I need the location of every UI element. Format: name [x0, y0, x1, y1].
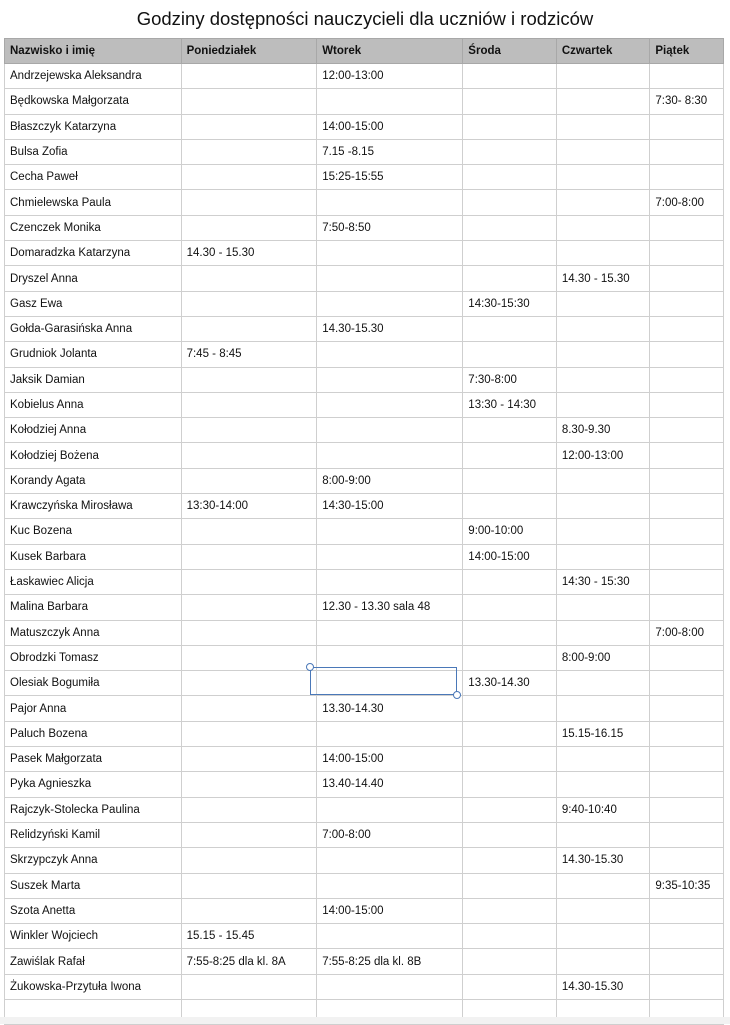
- bottom-scroll-area: [0, 1017, 730, 1024]
- table-row: [5, 241, 724, 266]
- cell-tuesday[interactable]: [317, 873, 463, 898]
- cell-friday[interactable]: [650, 291, 724, 316]
- cell-tuesday[interactable]: [317, 544, 463, 569]
- cell-monday[interactable]: [181, 367, 317, 392]
- cell-wednesday[interactable]: [463, 241, 557, 266]
- cell-monday[interactable]: [181, 822, 317, 847]
- cell-name[interactable]: Suszek Marta: [5, 873, 182, 898]
- table-row: [5, 797, 724, 822]
- cell-tuesday[interactable]: 12.30 - 13.30 sala 48: [317, 595, 463, 620]
- cell-friday[interactable]: [650, 569, 724, 594]
- cell-thursday[interactable]: [556, 696, 650, 721]
- cell-wednesday[interactable]: [463, 924, 557, 949]
- table-row: [5, 468, 724, 493]
- table-row: [5, 620, 724, 645]
- cell-friday[interactable]: [650, 974, 724, 999]
- cell-thursday[interactable]: [556, 241, 650, 266]
- cell-friday[interactable]: [650, 671, 724, 696]
- cell-tuesday[interactable]: [317, 569, 463, 594]
- table-row: [5, 924, 724, 949]
- cell-wednesday[interactable]: 14:00-15:00: [463, 544, 557, 569]
- cell-monday[interactable]: [181, 165, 317, 190]
- cell-tuesday[interactable]: [317, 392, 463, 417]
- cell-thursday[interactable]: [556, 392, 650, 417]
- cell-tuesday[interactable]: [317, 443, 463, 468]
- table-row: [5, 316, 724, 341]
- cell-wednesday[interactable]: [463, 494, 557, 519]
- cell-name[interactable]: Kuc Bozena: [5, 519, 182, 544]
- cell-selection-box[interactable]: [310, 667, 457, 695]
- cell-name[interactable]: Olesiak Bogumiła: [5, 671, 182, 696]
- table-row: [5, 418, 724, 443]
- cell-tuesday[interactable]: 14:00-15:00: [317, 747, 463, 772]
- cell-friday[interactable]: 9:35-10:35: [650, 873, 724, 898]
- cell-tuesday[interactable]: [317, 367, 463, 392]
- cell-monday[interactable]: [181, 418, 317, 443]
- cell-wednesday[interactable]: [463, 418, 557, 443]
- cell-name[interactable]: Pasek Małgorzata: [5, 747, 182, 772]
- cell-thursday[interactable]: [556, 949, 650, 974]
- cell-wednesday[interactable]: [463, 974, 557, 999]
- cell-tuesday[interactable]: 7:00-8:00: [317, 822, 463, 847]
- header-monday[interactable]: Poniedziałek: [181, 39, 317, 64]
- cell-monday[interactable]: [181, 468, 317, 493]
- cell-monday[interactable]: [181, 291, 317, 316]
- cell-monday[interactable]: [181, 519, 317, 544]
- cell-monday[interactable]: [181, 645, 317, 670]
- cell-monday[interactable]: [181, 974, 317, 999]
- cell-thursday[interactable]: 8:00-9:00: [556, 645, 650, 670]
- table-row: [5, 772, 724, 797]
- header-row: [5, 39, 724, 64]
- cell-thursday[interactable]: [556, 367, 650, 392]
- table-row: [5, 974, 724, 999]
- cell-name[interactable]: Błaszczyk Katarzyna: [5, 114, 182, 139]
- cell-monday[interactable]: 15.15 - 15.45: [181, 924, 317, 949]
- cell-tuesday[interactable]: 14.30-15.30: [317, 316, 463, 341]
- cell-wednesday[interactable]: [463, 266, 557, 291]
- cell-name[interactable]: Bulsa Zofia: [5, 139, 182, 164]
- cell-friday[interactable]: [650, 848, 724, 873]
- cell-tuesday[interactable]: 8:00-9:00: [317, 468, 463, 493]
- cell-monday[interactable]: 7:45 - 8:45: [181, 342, 317, 367]
- cell-wednesday[interactable]: [463, 949, 557, 974]
- table-row: [5, 165, 724, 190]
- cell-thursday[interactable]: [556, 342, 650, 367]
- cell-monday[interactable]: 14.30 - 15.30: [181, 241, 317, 266]
- cell-thursday[interactable]: 14.30 - 15.30: [556, 266, 650, 291]
- cell-name[interactable]: Cecha Paweł: [5, 165, 182, 190]
- cell-friday[interactable]: [650, 215, 724, 240]
- cell-wednesday[interactable]: [463, 139, 557, 164]
- header-name[interactable]: Nazwisko i imię: [5, 39, 182, 64]
- cell-tuesday[interactable]: 14:00-15:00: [317, 898, 463, 923]
- cell-tuesday[interactable]: 7:55-8:25 dla kl. 8B: [317, 949, 463, 974]
- cell-tuesday[interactable]: 7.15 -8.15: [317, 139, 463, 164]
- cell-thursday[interactable]: [556, 494, 650, 519]
- cell-wednesday[interactable]: [463, 316, 557, 341]
- cell-friday[interactable]: [650, 822, 724, 847]
- cell-name[interactable]: Pyka Agnieszka: [5, 772, 182, 797]
- cell-name[interactable]: Łaskawiec Alicja: [5, 569, 182, 594]
- cell-friday[interactable]: [650, 342, 724, 367]
- cell-thursday[interactable]: [556, 165, 650, 190]
- cell-friday[interactable]: [650, 949, 724, 974]
- table-row: [5, 367, 724, 392]
- cell-name[interactable]: Korandy Agata: [5, 468, 182, 493]
- cell-friday[interactable]: [650, 645, 724, 670]
- cell-name[interactable]: Andrzejewska Aleksandra: [5, 64, 182, 89]
- cell-monday[interactable]: [181, 569, 317, 594]
- table-row: [5, 266, 724, 291]
- cell-monday[interactable]: [181, 64, 317, 89]
- cell-monday[interactable]: [181, 266, 317, 291]
- cell-monday[interactable]: 7:55-8:25 dla kl. 8A: [181, 949, 317, 974]
- cell-monday[interactable]: 13:30-14:00: [181, 494, 317, 519]
- cell-monday[interactable]: [181, 721, 317, 746]
- table-row: [5, 519, 724, 544]
- cell-name[interactable]: Będkowska Małgorzata: [5, 89, 182, 114]
- cell-wednesday[interactable]: [463, 64, 557, 89]
- cell-wednesday[interactable]: [463, 747, 557, 772]
- cell-thursday[interactable]: [556, 291, 650, 316]
- cell-tuesday[interactable]: 13.30-14.30: [317, 696, 463, 721]
- cell-friday[interactable]: [650, 797, 724, 822]
- table-row: [5, 139, 724, 164]
- cell-name[interactable]: Chmielewska Paula: [5, 190, 182, 215]
- table-body: [5, 64, 724, 1025]
- table-row: [5, 544, 724, 569]
- cell-friday[interactable]: [650, 418, 724, 443]
- cell-name[interactable]: Kołodziej Anna: [5, 418, 182, 443]
- cell-monday[interactable]: [181, 544, 317, 569]
- cell-tuesday[interactable]: [317, 190, 463, 215]
- cell-thursday[interactable]: [556, 772, 650, 797]
- cell-tuesday[interactable]: 14:00-15:00: [317, 114, 463, 139]
- cell-monday[interactable]: [181, 215, 317, 240]
- cell-tuesday[interactable]: [317, 418, 463, 443]
- cell-thursday[interactable]: [556, 89, 650, 114]
- cell-monday[interactable]: [181, 620, 317, 645]
- cell-thursday[interactable]: [556, 898, 650, 923]
- cell-name[interactable]: Kobielus Anna: [5, 392, 182, 417]
- cell-wednesday[interactable]: [463, 696, 557, 721]
- cell-tuesday[interactable]: [317, 924, 463, 949]
- cell-thursday[interactable]: [556, 544, 650, 569]
- cell-thursday[interactable]: 15.15-16.15: [556, 721, 650, 746]
- cell-monday[interactable]: [181, 89, 317, 114]
- table-row: [5, 215, 724, 240]
- cell-wednesday[interactable]: [463, 797, 557, 822]
- cell-friday[interactable]: [650, 544, 724, 569]
- cell-thursday[interactable]: [556, 139, 650, 164]
- cell-monday[interactable]: [181, 873, 317, 898]
- cell-tuesday[interactable]: 7:50-8:50: [317, 215, 463, 240]
- cell-friday[interactable]: [650, 747, 724, 772]
- cell-wednesday[interactable]: [463, 873, 557, 898]
- cell-monday[interactable]: [181, 595, 317, 620]
- cell-friday[interactable]: [650, 165, 724, 190]
- cell-wednesday[interactable]: [463, 190, 557, 215]
- cell-thursday[interactable]: 8.30-9.30: [556, 418, 650, 443]
- cell-friday[interactable]: [650, 519, 724, 544]
- cell-thursday[interactable]: 14.30-15.30: [556, 974, 650, 999]
- cell-name[interactable]: Obrodzki Tomasz: [5, 645, 182, 670]
- cell-name[interactable]: Winkler Wojciech: [5, 924, 182, 949]
- cell-friday[interactable]: 7:30- 8:30: [650, 89, 724, 114]
- cell-wednesday[interactable]: [463, 89, 557, 114]
- cell-friday[interactable]: [650, 266, 724, 291]
- table-row: [5, 747, 724, 772]
- cell-tuesday[interactable]: 13.40-14.40: [317, 772, 463, 797]
- cell-monday[interactable]: [181, 797, 317, 822]
- cell-friday[interactable]: [650, 696, 724, 721]
- cell-wednesday[interactable]: 13.30-14.30: [463, 671, 557, 696]
- cell-name[interactable]: Grudniok Jolanta: [5, 342, 182, 367]
- cell-wednesday[interactable]: [463, 772, 557, 797]
- cell-wednesday[interactable]: 13:30 - 14:30: [463, 392, 557, 417]
- cell-friday[interactable]: [650, 241, 724, 266]
- cell-thursday[interactable]: 12:00-13:00: [556, 443, 650, 468]
- cell-thursday[interactable]: [556, 64, 650, 89]
- cell-name[interactable]: Skrzypczyk Anna: [5, 848, 182, 873]
- table-row: [5, 342, 724, 367]
- cell-monday[interactable]: [181, 671, 317, 696]
- cell-tuesday[interactable]: [317, 291, 463, 316]
- cell-monday[interactable]: [181, 190, 317, 215]
- cell-friday[interactable]: [650, 494, 724, 519]
- cell-tuesday[interactable]: [317, 266, 463, 291]
- cell-friday[interactable]: [650, 772, 724, 797]
- cell-wednesday[interactable]: [463, 468, 557, 493]
- cell-friday[interactable]: [650, 443, 724, 468]
- cell-tuesday[interactable]: [317, 89, 463, 114]
- header-thursday[interactable]: Czwartek: [556, 39, 650, 64]
- cell-name[interactable]: Malina Barbara: [5, 595, 182, 620]
- table-row: [5, 569, 724, 594]
- cell-friday[interactable]: [650, 721, 724, 746]
- cell-name[interactable]: Jaksik Damian: [5, 367, 182, 392]
- cell-wednesday[interactable]: [463, 620, 557, 645]
- cell-name[interactable]: Kołodziej Bożena: [5, 443, 182, 468]
- cell-monday[interactable]: [181, 114, 317, 139]
- table-row: [5, 721, 724, 746]
- cell-name[interactable]: Gasz Ewa: [5, 291, 182, 316]
- cell-thursday[interactable]: [556, 316, 650, 341]
- table-row: [5, 822, 724, 847]
- cell-monday[interactable]: [181, 316, 317, 341]
- cell-name[interactable]: Szota Anetta: [5, 898, 182, 923]
- cell-wednesday[interactable]: [463, 569, 557, 594]
- cell-thursday[interactable]: 9:40-10:40: [556, 797, 650, 822]
- cell-name[interactable]: Matuszczyk Anna: [5, 620, 182, 645]
- cell-wednesday[interactable]: [463, 342, 557, 367]
- cell-friday[interactable]: 7:00-8:00: [650, 190, 724, 215]
- cell-friday[interactable]: [650, 468, 724, 493]
- cell-tuesday[interactable]: [317, 342, 463, 367]
- cell-friday[interactable]: [650, 898, 724, 923]
- table-row: [5, 392, 724, 417]
- table-row: [5, 949, 724, 974]
- table-row: [5, 873, 724, 898]
- cell-friday[interactable]: [650, 392, 724, 417]
- cell-wednesday[interactable]: [463, 215, 557, 240]
- document-title: Godziny dostępności nauczycieli dla uczniów i rodziców: [136, 8, 594, 29]
- cell-wednesday[interactable]: [463, 848, 557, 873]
- cell-friday[interactable]: [650, 114, 724, 139]
- cell-thursday[interactable]: [556, 822, 650, 847]
- cell-tuesday[interactable]: 12:00-13:00: [317, 64, 463, 89]
- cell-thursday[interactable]: [556, 519, 650, 544]
- cell-name[interactable]: Pajor Anna: [5, 696, 182, 721]
- cell-wednesday[interactable]: 14:30-15:30: [463, 291, 557, 316]
- cell-wednesday[interactable]: [463, 721, 557, 746]
- header-tuesday[interactable]: Wtorek: [317, 39, 463, 64]
- cell-thursday[interactable]: 14.30-15.30: [556, 848, 650, 873]
- cell-tuesday[interactable]: [317, 797, 463, 822]
- cell-friday[interactable]: [650, 139, 724, 164]
- cell-wednesday[interactable]: 7:30-8:00: [463, 367, 557, 392]
- cell-name[interactable]: Kusek Barbara: [5, 544, 182, 569]
- cell-tuesday[interactable]: [317, 241, 463, 266]
- cell-name[interactable]: Czenczek Monika: [5, 215, 182, 240]
- cell-thursday[interactable]: [556, 468, 650, 493]
- availability-table: [4, 38, 724, 1025]
- cell-wednesday[interactable]: [463, 898, 557, 923]
- cell-monday[interactable]: [181, 392, 317, 417]
- cell-tuesday[interactable]: [317, 848, 463, 873]
- table-row: [5, 190, 724, 215]
- table-row: [5, 64, 724, 89]
- cell-tuesday[interactable]: 15:25-15:55: [317, 165, 463, 190]
- cell-monday[interactable]: [181, 139, 317, 164]
- cell-monday[interactable]: [181, 772, 317, 797]
- table-row: [5, 848, 724, 873]
- cell-thursday[interactable]: [556, 747, 650, 772]
- cell-name[interactable]: Paluch Bozena: [5, 721, 182, 746]
- cell-friday[interactable]: [650, 367, 724, 392]
- cell-name[interactable]: Zawiślak Rafał: [5, 949, 182, 974]
- table-row: [5, 494, 724, 519]
- cell-monday[interactable]: [181, 898, 317, 923]
- cell-tuesday[interactable]: [317, 974, 463, 999]
- cell-friday[interactable]: [650, 64, 724, 89]
- table-row: [5, 595, 724, 620]
- cell-thursday[interactable]: [556, 215, 650, 240]
- cell-friday[interactable]: [650, 924, 724, 949]
- cell-name[interactable]: Gołda-Garasińska Anna: [5, 316, 182, 341]
- cell-thursday[interactable]: [556, 595, 650, 620]
- header-wednesday[interactable]: Środa: [463, 39, 557, 64]
- selection-handle-top-left[interactable]: [306, 663, 314, 671]
- cell-tuesday[interactable]: 14:30-15:00: [317, 494, 463, 519]
- cell-tuesday[interactable]: [317, 721, 463, 746]
- selection-handle-bottom-right[interactable]: [453, 691, 461, 699]
- cell-name[interactable]: Domaradzka Katarzyna: [5, 241, 182, 266]
- cell-wednesday[interactable]: [463, 645, 557, 670]
- cell-thursday[interactable]: [556, 114, 650, 139]
- cell-thursday[interactable]: 14:30 - 15:30: [556, 569, 650, 594]
- table-row: [5, 696, 724, 721]
- cell-thursday[interactable]: [556, 190, 650, 215]
- cell-wednesday[interactable]: 9:00-10:00: [463, 519, 557, 544]
- cell-friday[interactable]: [650, 595, 724, 620]
- cell-name[interactable]: Dryszel Anna: [5, 266, 182, 291]
- cell-wednesday[interactable]: [463, 822, 557, 847]
- cell-tuesday[interactable]: [317, 620, 463, 645]
- cell-wednesday[interactable]: [463, 443, 557, 468]
- header-friday[interactable]: Piątek: [650, 39, 724, 64]
- cell-name[interactable]: Żukowska-Przytuła Iwona: [5, 974, 182, 999]
- cell-wednesday[interactable]: [463, 114, 557, 139]
- cell-monday[interactable]: [181, 443, 317, 468]
- cell-name[interactable]: Rajczyk-Stolecka Paulina: [5, 797, 182, 822]
- table-row: [5, 114, 724, 139]
- cell-friday[interactable]: [650, 316, 724, 341]
- cell-thursday[interactable]: [556, 924, 650, 949]
- cell-wednesday[interactable]: [463, 595, 557, 620]
- table-row: [5, 443, 724, 468]
- table-row: [5, 898, 724, 923]
- table-row: [5, 291, 724, 316]
- cell-monday[interactable]: [181, 696, 317, 721]
- table-row: [5, 89, 724, 114]
- cell-monday[interactable]: [181, 747, 317, 772]
- cell-name[interactable]: Relidzyński Kamil: [5, 822, 182, 847]
- cell-wednesday[interactable]: [463, 165, 557, 190]
- cell-tuesday[interactable]: [317, 519, 463, 544]
- cell-friday[interactable]: 7:00-8:00: [650, 620, 724, 645]
- cell-thursday[interactable]: [556, 873, 650, 898]
- cell-monday[interactable]: [181, 848, 317, 873]
- cell-name[interactable]: Krawczyńska Mirosława: [5, 494, 182, 519]
- cell-thursday[interactable]: [556, 671, 650, 696]
- cell-thursday[interactable]: [556, 620, 650, 645]
